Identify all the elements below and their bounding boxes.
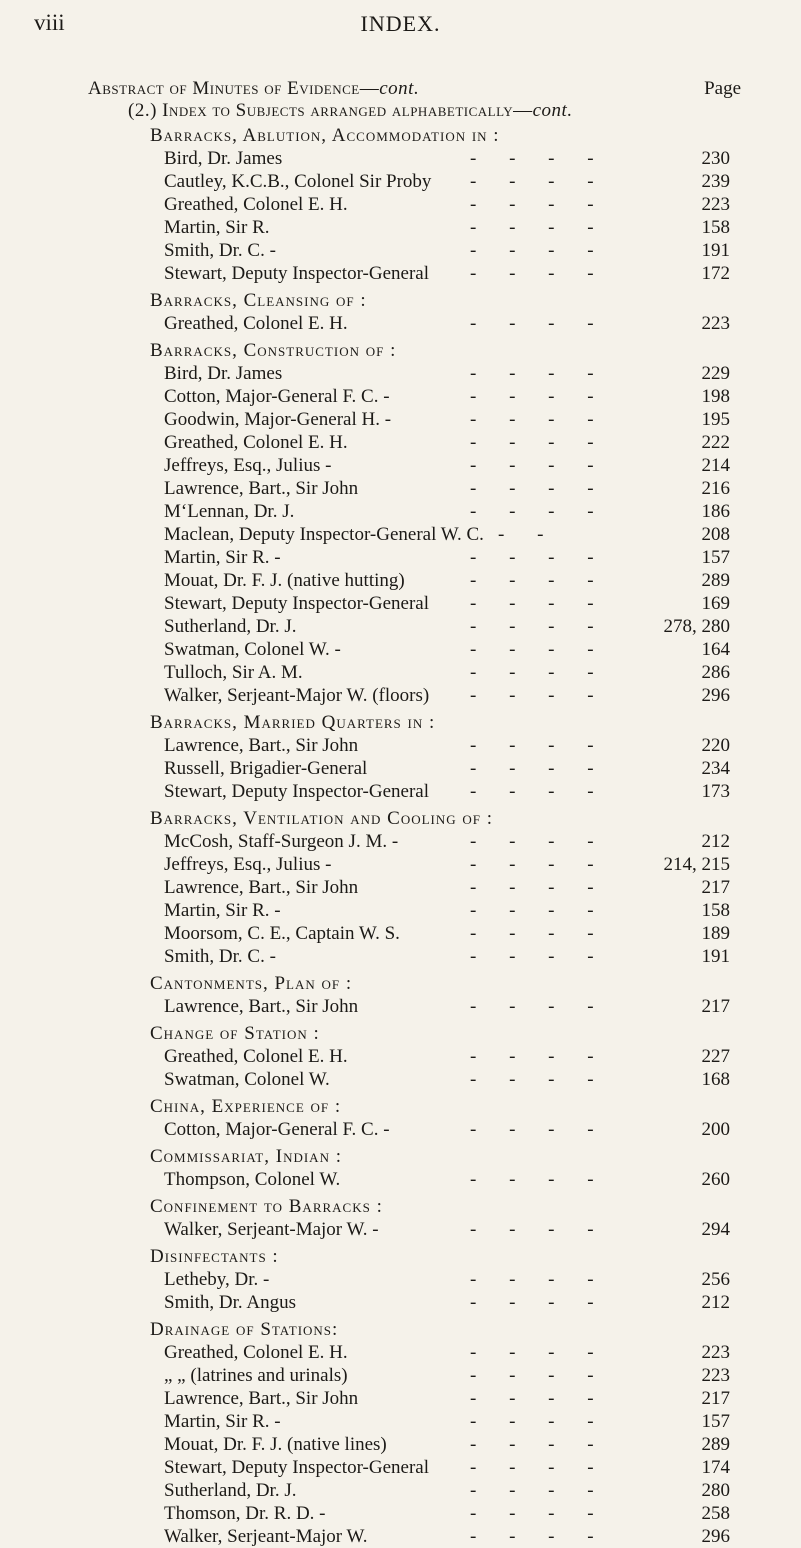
page-reference: 200	[701, 1119, 730, 1140]
page-reference: 286	[701, 662, 730, 683]
witness-name: Smith, Dr. Angus	[164, 1292, 296, 1313]
index-entry	[0, 1118, 801, 1141]
page-reference: 229	[701, 363, 730, 384]
page-reference: 260	[701, 1169, 730, 1190]
index-body	[0, 124, 801, 1548]
index-entry	[0, 362, 801, 385]
page-reference: 289	[701, 570, 730, 591]
leader-dashes: - - - -	[470, 1388, 608, 1409]
index-entry	[0, 899, 801, 922]
witness-name: „ „ (latrines and urinals)	[164, 1365, 348, 1386]
index-entry	[0, 239, 801, 262]
index-title: (2.) Index to Subjects arranged alphabetically—	[128, 100, 533, 121]
witness-name: Stewart, Deputy Inspector-General	[164, 1457, 429, 1478]
witness-name: Jeffreys, Esq., Julius -	[164, 455, 332, 476]
page-reference: 157	[701, 547, 730, 568]
page-reference: 214	[701, 455, 730, 476]
witness-name: Sutherland, Dr. J.	[164, 616, 297, 637]
index-entry	[0, 147, 801, 170]
page-reference: 230	[701, 148, 730, 169]
index-entry	[0, 995, 801, 1018]
index-entry	[0, 661, 801, 684]
witness-name: McCosh, Staff-Surgeon J. M. -	[164, 831, 399, 852]
index-entry	[0, 477, 801, 500]
witness-name: Cotton, Major-General F. C. -	[164, 386, 390, 407]
index-entry	[0, 170, 801, 193]
index-entry	[0, 385, 801, 408]
witness-name: Bird, Dr. James	[164, 363, 283, 384]
witness-name: Lawrence, Bart., Sir John	[164, 1388, 359, 1409]
page-reference: 278, 280	[663, 616, 730, 637]
section-header-index	[128, 100, 573, 122]
index-entry	[0, 922, 801, 945]
leader-dashes: - - - -	[470, 781, 608, 802]
leader-dashes: - - - -	[470, 1269, 608, 1290]
index-entry	[0, 638, 801, 661]
leader-dashes: - - - -	[470, 1342, 608, 1363]
witness-name: Bird, Dr. James	[164, 148, 283, 169]
index-entry	[0, 1068, 801, 1091]
witness-name: Stewart, Deputy Inspector-General	[164, 593, 429, 614]
page-reference: 212	[701, 831, 730, 852]
leader-dashes: - - - -	[470, 171, 608, 192]
page-reference: 212	[701, 1292, 730, 1313]
index-entry	[0, 1045, 801, 1068]
index-entry	[0, 1291, 801, 1314]
leader-dashes: - - - -	[470, 386, 608, 407]
leader-dashes: - - - -	[470, 547, 608, 568]
leader-dashes: - - - -	[470, 854, 608, 875]
witness-name: Lawrence, Bart., Sir John	[164, 735, 359, 756]
page-reference: 217	[701, 996, 730, 1017]
subject-heading: Barracks, Ventilation and Cooling of :	[150, 808, 494, 829]
index-entry	[0, 1168, 801, 1191]
index-entry	[0, 216, 801, 239]
leader-dashes: - - - -	[470, 240, 608, 261]
leader-dashes: - - - -	[470, 478, 608, 499]
witness-name: Jeffreys, Esq., Julius -	[164, 854, 332, 875]
page-reference: 164	[701, 639, 730, 660]
index-entry	[0, 193, 801, 216]
index-entry	[0, 1479, 801, 1502]
index-entry	[0, 945, 801, 968]
witness-name: Greathed, Colonel E. H.	[164, 313, 348, 334]
leader-dashes: - - - -	[470, 1434, 608, 1455]
abstract-cont: cont.	[379, 78, 420, 99]
witness-name: Greathed, Colonel E. H.	[164, 1342, 348, 1363]
page-reference: 189	[701, 923, 730, 944]
index-entry	[0, 408, 801, 431]
witness-name: Russell, Brigadier-General	[164, 758, 368, 779]
index-entry	[0, 684, 801, 707]
index-entry	[0, 876, 801, 899]
leader-dashes: - - - -	[470, 662, 608, 683]
index-entry	[0, 546, 801, 569]
witness-name: Letheby, Dr. -	[164, 1269, 270, 1290]
index-entry	[0, 1456, 801, 1479]
leader-dashes: - - - -	[470, 1365, 608, 1386]
leader-dashes: - - - -	[470, 1219, 608, 1240]
witness-name: Swatman, Colonel W. -	[164, 639, 341, 660]
index-entry	[0, 1410, 801, 1433]
page-reference: 217	[701, 877, 730, 898]
index-entry	[0, 734, 801, 757]
witness-name: M‘Lennan, Dr. J.	[164, 501, 295, 522]
leader-dashes: - - - -	[470, 946, 608, 967]
witness-name: Maclean, Deputy Inspector-General W. C.	[164, 524, 484, 545]
witness-name: Martin, Sir R.	[164, 217, 270, 238]
witness-name: Walker, Serjeant-Major W.	[164, 1526, 368, 1547]
index-entry	[0, 1341, 801, 1364]
witness-name: Thomson, Dr. R. D. -	[164, 1503, 326, 1524]
witness-name: Lawrence, Bart., Sir John	[164, 478, 359, 499]
witness-name: Stewart, Deputy Inspector-General	[164, 781, 429, 802]
leader-dashes: - - - -	[470, 1069, 608, 1090]
page-reference: 198	[701, 386, 730, 407]
index-entry	[0, 569, 801, 592]
page-reference: 173	[701, 781, 730, 802]
subject-heading: Barracks, Cleansing of :	[150, 290, 367, 311]
witness-name: Tulloch, Sir A. M.	[164, 662, 303, 683]
leader-dashes: - - - -	[470, 831, 608, 852]
leader-dashes: - - - -	[470, 501, 608, 522]
leader-dashes: - - - -	[470, 263, 608, 284]
leader-dashes: - - - -	[470, 639, 608, 660]
witness-name: Mouat, Dr. F. J. (native lines)	[164, 1434, 387, 1455]
witness-name: Moorsom, C. E., Captain W. S.	[164, 923, 400, 944]
page-folio: viii	[34, 10, 65, 35]
leader-dashes: - - - -	[470, 593, 608, 614]
leader-dashes: - - - -	[470, 1292, 608, 1313]
leader-dashes: - - - -	[470, 148, 608, 169]
index-entry	[0, 1268, 801, 1291]
page-reference: 169	[701, 593, 730, 614]
subject-heading: Disinfectants :	[150, 1246, 279, 1267]
page-reference: 208	[701, 524, 730, 545]
witness-name: Martin, Sir R. -	[164, 1411, 281, 1432]
leader-dashes: - - - -	[470, 900, 608, 921]
witness-name: Goodwin, Major-General H. -	[164, 409, 392, 430]
leader-dashes: - - - -	[470, 409, 608, 430]
subject-heading: Barracks, Ablution, Accommodation in :	[150, 125, 500, 146]
page-reference: 172	[701, 263, 730, 284]
page-reference: 296	[701, 685, 730, 706]
witness-name: Stewart, Deputy Inspector-General	[164, 263, 429, 284]
page-reference: 280	[701, 1480, 730, 1501]
abstract-title: Abstract of Minutes of Evidence—	[88, 78, 380, 99]
index-entry	[0, 853, 801, 876]
witness-name: Sutherland, Dr. J.	[164, 1480, 297, 1501]
witness-name: Smith, Dr. C. -	[164, 946, 276, 967]
subject-heading: Cantonments, Plan of :	[150, 973, 353, 994]
page-reference: 216	[701, 478, 730, 499]
leader-dashes: - - - -	[470, 194, 608, 215]
subject-heading: Barracks, Married Quarters in :	[150, 712, 436, 733]
witness-name: Swatman, Colonel W.	[164, 1069, 330, 1090]
leader-dashes: - - - -	[470, 570, 608, 591]
page-reference: 222	[701, 432, 730, 453]
index-entry	[0, 454, 801, 477]
subject-heading: China, Experience of :	[150, 1096, 342, 1117]
witness-name: Cotton, Major-General F. C. -	[164, 1119, 390, 1140]
subject-heading: Change of Station :	[150, 1023, 320, 1044]
page-reference: 223	[701, 1365, 730, 1386]
page-reference: 191	[701, 240, 730, 261]
witness-name: Greathed, Colonel E. H.	[164, 432, 348, 453]
index-entry	[0, 312, 801, 335]
leader-dashes: - - - -	[470, 1457, 608, 1478]
leader-dashes: - - - -	[470, 685, 608, 706]
index-cont: cont.	[532, 100, 573, 121]
subject-heading: Commissariat, Indian :	[150, 1146, 342, 1167]
subject-heading: Confinement to Barracks :	[150, 1196, 383, 1217]
index-entry	[0, 262, 801, 285]
page-reference: 168	[701, 1069, 730, 1090]
index-entry	[0, 431, 801, 454]
witness-name: Lawrence, Bart., Sir John	[164, 996, 359, 1017]
index-entry	[0, 615, 801, 638]
index-entry	[0, 1502, 801, 1525]
leader-dashes: - - - -	[470, 1169, 608, 1190]
leader-dashes: - - - -	[470, 217, 608, 238]
leader-dashes: - -	[498, 524, 558, 545]
page-reference: 289	[701, 1434, 730, 1455]
page-reference: 220	[701, 735, 730, 756]
witness-name: Martin, Sir R. -	[164, 900, 281, 921]
page-reference: 174	[701, 1457, 730, 1478]
index-entry	[0, 830, 801, 853]
witness-name: Cautley, K.C.B., Colonel Sir Proby	[164, 171, 432, 192]
leader-dashes: - - - -	[470, 1411, 608, 1432]
leader-dashes: - - - -	[470, 363, 608, 384]
leader-dashes: - - - -	[470, 996, 608, 1017]
witness-name: Walker, Serjeant-Major W. (floors)	[164, 685, 430, 706]
index-entry	[0, 1364, 801, 1387]
leader-dashes: - - - -	[470, 1046, 608, 1067]
witness-name: Thompson, Colonel W.	[164, 1169, 341, 1190]
page-reference: 217	[701, 1388, 730, 1409]
page-reference: 214, 215	[663, 854, 730, 875]
page-reference: 191	[701, 946, 730, 967]
index-entry	[0, 757, 801, 780]
page-reference: 256	[701, 1269, 730, 1290]
page-reference: 223	[701, 1342, 730, 1363]
page-reference: 234	[701, 758, 730, 779]
index-entry	[0, 1525, 801, 1548]
page-reference: 158	[701, 900, 730, 921]
index-entry	[0, 500, 801, 523]
leader-dashes: - - - -	[470, 923, 608, 944]
subject-heading: Barracks, Construction of :	[150, 340, 397, 361]
leader-dashes: - - - -	[470, 1119, 608, 1140]
page-reference: 157	[701, 1411, 730, 1432]
leader-dashes: - - - -	[470, 758, 608, 779]
page-reference: 158	[701, 217, 730, 238]
page-reference: 223	[701, 194, 730, 215]
index-entry	[0, 1387, 801, 1410]
witness-name: Greathed, Colonel E. H.	[164, 1046, 348, 1067]
page-reference: 227	[701, 1046, 730, 1067]
witness-name: Lawrence, Bart., Sir John	[164, 877, 359, 898]
index-entry	[0, 1433, 801, 1456]
leader-dashes: - - - -	[470, 313, 608, 334]
page-reference: 186	[701, 501, 730, 522]
leader-dashes: - - - -	[470, 877, 608, 898]
index-entry	[0, 780, 801, 803]
subject-heading: Drainage of Stations:	[150, 1319, 339, 1340]
page-reference: 239	[701, 171, 730, 192]
index-entry	[0, 523, 801, 546]
leader-dashes: - - - -	[470, 1503, 608, 1524]
index-entry	[0, 1218, 801, 1241]
leader-dashes: - - - -	[470, 616, 608, 637]
witness-name: Greathed, Colonel E. H.	[164, 194, 348, 215]
leader-dashes: - - - -	[470, 1526, 608, 1547]
page-reference: 223	[701, 313, 730, 334]
witness-name: Smith, Dr. C. -	[164, 240, 276, 261]
leader-dashes: - - - -	[470, 735, 608, 756]
page-reference: 258	[701, 1503, 730, 1524]
page-reference: 195	[701, 409, 730, 430]
running-head: INDEX.	[360, 11, 441, 36]
page-reference: 294	[701, 1219, 730, 1240]
witness-name: Mouat, Dr. F. J. (native hutting)	[164, 570, 405, 591]
leader-dashes: - - - -	[470, 432, 608, 453]
page-column-label: Page	[704, 78, 741, 99]
leader-dashes: - - - -	[470, 1480, 608, 1501]
section-header-abstract	[88, 78, 419, 100]
witness-name: Martin, Sir R. -	[164, 547, 281, 568]
witness-name: Walker, Serjeant-Major W. -	[164, 1219, 379, 1240]
leader-dashes: - - - -	[470, 455, 608, 476]
page-reference: 296	[701, 1526, 730, 1547]
index-entry	[0, 592, 801, 615]
